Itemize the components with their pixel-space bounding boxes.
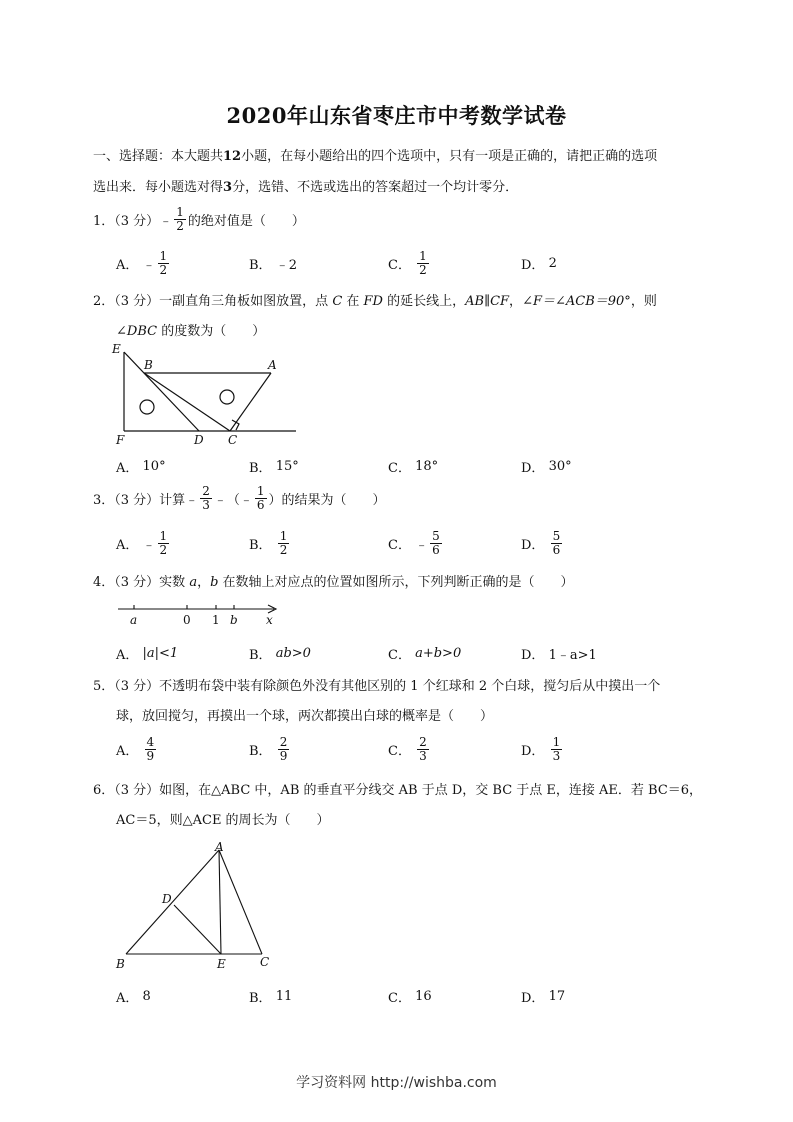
circle-hole-right [220,390,234,404]
label-d: D [162,892,172,906]
label-e: E [112,342,121,356]
question-6-line1: 6．（3 分）如图，在△ABC 中，AB 的垂直平分线交 AB 于点 D，交 BC 于点 E，连接 AE．若 BC＝6， [93,783,703,798]
q1-option-b: B． ﹣2 [249,258,297,273]
axis-label-x: x [266,613,273,627]
side-ab [126,850,219,954]
number-line-figure [114,600,286,628]
q1-option-d: D． 2 [521,256,557,273]
side-ac [219,850,262,954]
q3-option-d: D． $\frac{5}{6}$ [521,529,561,557]
q6-option-c: C． 16 [388,989,432,1006]
question-5-line1: 5．（3 分）不透明布袋中装有除颜色外没有其他区别的 1 个红球和 2 个白球，搅匀后从中摸出一个 [93,679,661,694]
label-d: D [194,433,204,447]
label-e: E [217,957,226,971]
question-1: 1．（3 分） ﹣ $\frac{1}{2}$ 的绝对值是（ ） [93,205,305,233]
q5-option-a: A． $\frac{4}{9}$ [116,735,155,763]
set-squares-figure [108,340,303,448]
axis-label-b: b [230,613,238,627]
q4-option-a: A． |a|<1 [116,646,179,663]
q3-option-c: C． ﹣ $\frac{5}{6}$ [388,529,440,557]
section-instructions-line1: 一、选择题：本大题共12小题，在每小题给出的四个选项中，只有一项是正确的，请把正确的选项 [93,149,658,164]
q2-option-a: A． 10° [116,459,166,476]
label-b: B [116,957,125,971]
right-angle-mark [232,420,239,430]
circle-hole-left [140,400,154,414]
question-2-line1: 2．（3 分）一副直角三角板如图放置，点 C 在 FD 的延长线上，AB∥CF，∠F＝∠ACB＝90°，则 [93,294,657,309]
q4-option-c: C． a+b>0 [388,646,462,663]
exam-title: 2020年山东省枣庄市中考数学试卷 [226,103,567,128]
q2-option-b: B． 15° [249,459,299,476]
question-5-line2: 球，放回搅匀，再摸出一个球，两次都摸出白球的概率是（ ） [116,709,494,724]
label-a: A [268,358,277,372]
q2-option-d: D． 30° [521,459,572,476]
axis-label-a: a [130,613,138,627]
segment-de [174,905,221,954]
label-b: B [144,358,153,372]
question-4: 4．（3 分）实数 a，b 在数轴上对应点的位置如图所示，下列判断正确的是（ ） [93,575,574,590]
q4-option-b: B． ab>0 [249,646,311,663]
q3-option-b: B． $\frac{1}{2}$ [249,529,288,557]
q1-option-a: A． ﹣ $\frac{1}{2}$ [116,249,168,277]
label-f: F [116,433,125,447]
label-c: C [228,433,238,447]
footer-watermark: 学习资料网 http://wishba.com [296,1075,497,1091]
question-3: 3．（3 分）计算 ﹣ $\frac{2}{3}$ ﹣（﹣ $\frac{1}{6}$ ）的结果为（ ） [93,484,386,512]
q5-option-c: C． $\frac{2}{3}$ [388,735,427,763]
q6-option-d: D． 17 [521,989,566,1006]
q6-option-b: B． 11 [249,989,293,1006]
edge-ed [124,352,199,431]
q4-option-d: D． 1﹣a>1 [521,648,597,663]
question-6-line2: AC＝5，则△ACE 的周长为（ ） [116,813,330,828]
fraction: $\frac{1}{2}$ [176,205,184,233]
axis-label-zero: 0 [183,613,191,627]
triangle-abc-figure [112,838,277,973]
axis-label-one: 1 [212,613,220,627]
section-instructions-line2: 选出来．每小题选对得3分，选错、不选或选出的答案超过一个均计零分． [93,180,519,195]
label-c: C [260,955,270,969]
edge-bc [144,373,230,431]
q5-option-b: B． $\frac{2}{9}$ [249,735,288,763]
q1-option-c: C． $\frac{1}{2}$ [388,249,427,277]
question-2-line2: ∠DBC 的度数为（ ） [116,324,266,339]
q3-option-a: A． ﹣ $\frac{1}{2}$ [116,529,168,557]
q6-option-a: A． 8 [116,989,151,1006]
segment-ae [219,850,221,954]
q5-option-d: D． $\frac{1}{3}$ [521,735,561,763]
q2-option-c: C． 18° [388,459,439,476]
label-a: A [215,840,224,854]
